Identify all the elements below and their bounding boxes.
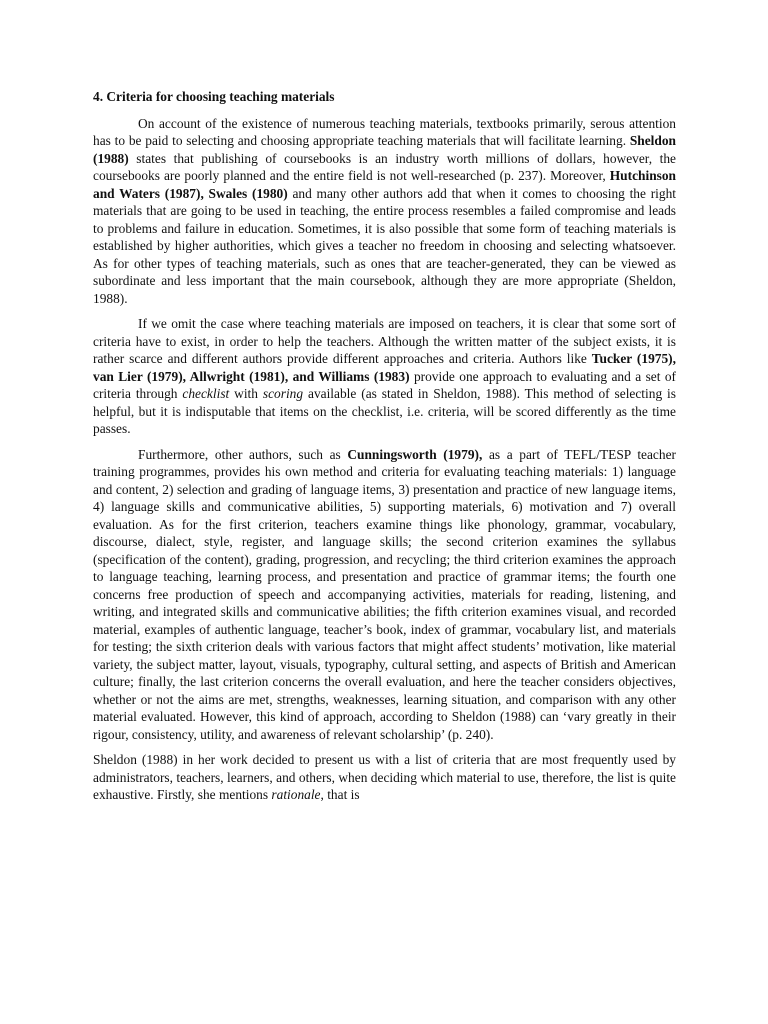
p3-text-2: as a part of TEFL/TESP teacher training programmes, provides his own method and criteria for evaluating teaching materials: 1) language and content, 2) selection and grading of language items, 3) presentation and practice of new language items, 4) language skills and communicative abilities, 5) supporting materials, 6) motivation and 7) overall evaluation. As for the first criterion, teachers examine things like phonology, grammar, vocabulary, discourse, dialect, style, register, and language skills; the second criterion examines the syllabus (specification of the content), grading, progression, and recycling; the third criterion examines the approach to language teaching, learning process, and presentation and practice of grammar items; the fourth one concerns free production of speech and accompanying activities, materials for reading, listening, and writing, and integrated skills and communicative abilities; the fifth criterion examines visual, and recorded material, examples of authentic language, teacher’s book, index of grammar, vocabulary list, and materials for testing; the sixth criterion deals with various factors that might affect students’ motivation, like material variety, the subject matter, layout, visuals, typography, cultural setting, and aspects of British and American culture; finally, the last criterion concerns the overall evaluation, and here the teacher considers objectives, whether or not the aims are met, strengths, weaknesses, learning situation, and comparison with any other material evaluated. However, this kind of approach, according to Sheldon (1988) can ‘vary greatly in their rigour, consistency, utility, and awareness of relevant scholarship’ (p. 240). xyxy=(93,446,676,742)
p2-text-2: provide one approach to evaluating and a set of criteria through xyxy=(93,368,677,401)
paragraph-3 xyxy=(93,446,676,744)
p3-text-1: Furthermore, other authors, such as xyxy=(138,446,348,462)
p2-text-3: with xyxy=(229,386,263,401)
p2-term-checklist: checklist xyxy=(182,386,230,401)
p1-citation-hutchinson-swales: Hutchinson and Waters (1987), Swales (1980) xyxy=(93,168,676,201)
p1-text-1: On account of the existence of numerous teaching materials, textbooks primarily, serous attention has to be paid to selecting and choosing appropriate teaching materials that will facilitate learning. xyxy=(93,115,676,148)
p4-term-rationale: rationale xyxy=(271,787,321,802)
p1-text-3: and many other authors add that when it comes to choosing the right materials that are going to be used in teaching, the entire process resembles a failed compromise and leads to problems and failure in education. Sometimes, it is also possible that some form of teaching materials is established by higher authorities, which gives a teacher no freedom in choosing and selecting whatsoever. As for other types of teaching materials, such as ones that are teacher-generated, they can be viewed as subordinate and less important that the main coursebook, although they are more appropriate (Sheldon, 1988). xyxy=(93,185,676,306)
paragraph-2 xyxy=(93,315,676,438)
p4-text-2: , that is xyxy=(320,787,360,802)
paragraph-4 xyxy=(93,751,676,804)
p4-text-1: Sheldon (1988) in her work decided to present us with a list of criteria that are most frequently used by administrators, teachers, learners, and others, when deciding which material to use, therefore, the list is quite exhaustive. Firstly, she mentions xyxy=(93,752,676,802)
p2-term-scoring: scoring xyxy=(262,386,304,401)
paragraph-1 xyxy=(93,115,676,308)
p2-text-4: available (as stated in Sheldon, 1988). This method of selecting is helpful, but it is indisputable that items on the checklist, i.e. criteria, will be scored differently as the time passes. xyxy=(93,386,676,436)
p3-citation-cunningsworth: Cunningsworth (1979), xyxy=(347,446,483,462)
p2-text-1: If we omit the case where teaching materials are imposed on teachers, it is clear that some sort of criteria have to exist, in order to help the teachers. Although the written matter of the subject exists, it is rather scarce and different authors provide different approaches and criteria. Authors like xyxy=(93,316,676,366)
p1-text-2: states that publishing of coursebooks is an industry worth millions of dollars, however, the coursebooks are poorly planned and the entire field is not well-researched (p. 237). Moreover, xyxy=(93,150,676,183)
p1-citation-sheldon: Sheldon (1988) xyxy=(93,133,676,166)
section-heading: 4. Criteria for choosing teaching materials xyxy=(93,89,335,104)
p2-citation-authors: Tucker (1975), van Lier (1979), Allwright (1981), and Williams (1983) xyxy=(93,351,676,384)
